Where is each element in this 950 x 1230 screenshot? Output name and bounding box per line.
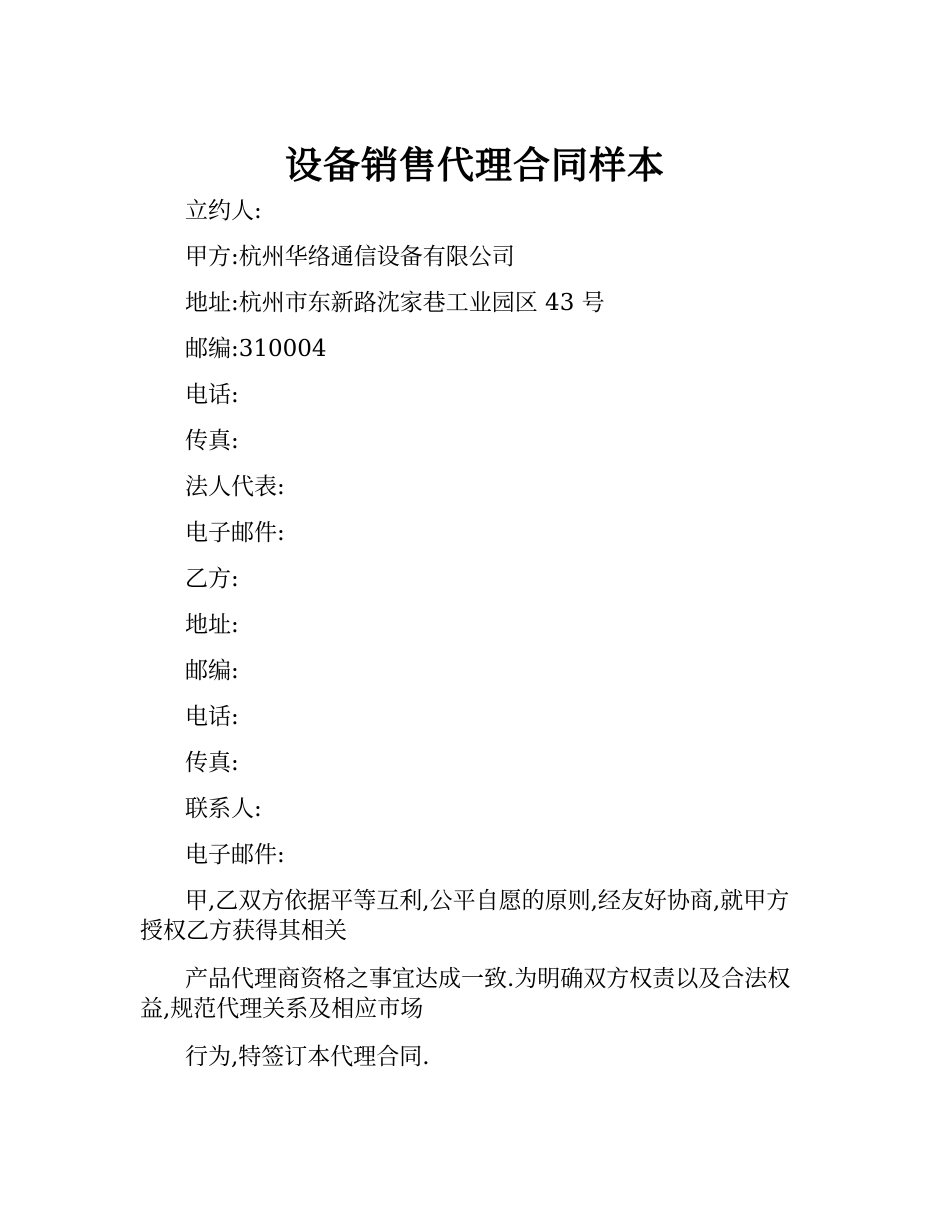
party-a-legal-representative: 法人代表: [185, 474, 285, 500]
party-a-postcode: 邮编:310004 [185, 336, 327, 362]
party-b-name: 乙方: [185, 566, 239, 592]
party-b-address: 地址: [185, 612, 239, 638]
party-a-email: 电子邮件: [185, 520, 285, 546]
party-a-name: 甲方:杭州华络通信设备有限公司 [185, 244, 515, 270]
party-b-contact-person: 联系人: [185, 796, 262, 822]
party-b-email: 电子邮件: [185, 842, 285, 868]
party-b-postcode: 邮编: [185, 658, 239, 684]
party-b-fax: 传真: [185, 750, 239, 776]
preamble-paragraph-2: 产品代理商资格之事宜达成一致.为明确双方权责以及合法权益,规范代理关系及相应市场 [140, 966, 791, 1022]
document-title: 设备销售代理合同样本 [285, 143, 665, 187]
preamble-paragraph-1: 甲,乙双方依据平等互利,公平自愿的原则,经友好协商,就甲方授权乙方获得其相关 [140, 888, 790, 944]
party-b-phone: 电话: [185, 704, 239, 730]
document-body [140, 196, 810, 1090]
party-a-address: 地址:杭州市东新路沈家巷工业园区 43 号 [185, 290, 605, 316]
party-a-fax: 传真: [185, 428, 239, 454]
contract-party-label: 立约人: [185, 198, 262, 224]
preamble-paragraph-3: 行为,特签订本代理合同. [185, 1044, 430, 1070]
party-a-phone: 电话: [185, 382, 239, 408]
